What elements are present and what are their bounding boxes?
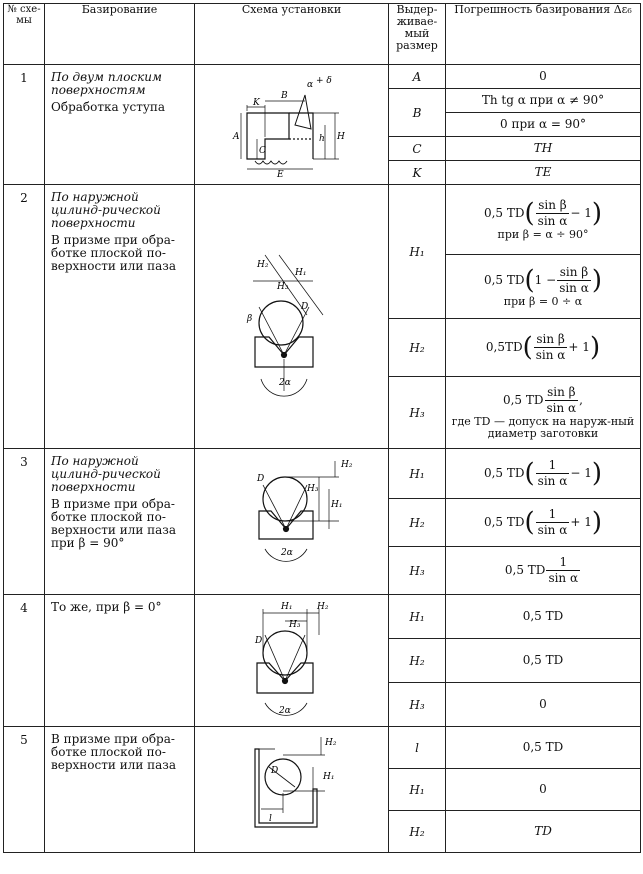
basing-cell xyxy=(45,449,195,595)
basing-roman: Обработка уступа xyxy=(51,100,166,114)
size-cell: C xyxy=(389,137,446,161)
scheme-cell xyxy=(195,595,389,727)
label-h1: H₁ xyxy=(323,772,335,782)
label-k: K xyxy=(253,98,260,108)
size-cell: H₂ xyxy=(389,319,446,377)
error-cell: 0,5 TD( $\frac{1}{\text{sin α}}$ + 1) xyxy=(446,499,641,547)
formula-op: − 1 xyxy=(570,206,592,220)
size-cell: H₂ xyxy=(389,811,446,853)
label-2alpha: 2α xyxy=(279,378,291,388)
table-row xyxy=(4,185,641,255)
label-h3: H₃ xyxy=(289,620,301,630)
header-row xyxy=(4,4,641,65)
formula-fraction xyxy=(536,458,570,489)
formula-tail: , xyxy=(579,393,583,407)
formula-fraction xyxy=(557,265,591,296)
numerator: 1 xyxy=(546,555,580,571)
step-machining-diagram xyxy=(195,65,389,185)
size-cell: H₃ xyxy=(389,377,446,449)
size-cell: H₁ xyxy=(389,449,446,499)
scheme-number: 2 xyxy=(4,185,45,449)
denominator: sin α xyxy=(537,523,568,537)
basing-roman: В призме при обра-ботке плоской по-верхности или паза при β = 90° xyxy=(51,497,176,550)
numerator: sin β xyxy=(545,385,579,401)
error-cell: 0 xyxy=(446,769,641,811)
label-a: A xyxy=(233,132,240,142)
basing-italic: По двум плоским поверхностям xyxy=(51,70,162,97)
table-row xyxy=(4,449,641,499)
denominator: sin α xyxy=(535,348,566,362)
label-h3: H₃ xyxy=(307,484,319,494)
error-cell: Th tg α при α ≠ 90° xyxy=(446,89,641,113)
size-cell: H₃ xyxy=(389,683,446,727)
label-h2: H₂ xyxy=(341,460,353,470)
formula-fraction xyxy=(536,198,570,229)
size-cell: H₃ xyxy=(389,547,446,595)
scheme-cell xyxy=(195,65,389,185)
numerator: sin β xyxy=(557,265,591,281)
side-prism-diagram xyxy=(195,727,389,853)
formula-prefix: 0,5 TD xyxy=(504,563,546,577)
size-cell: l xyxy=(389,727,446,769)
formula-fraction xyxy=(536,507,570,538)
header-error: Погрешность базирования Δε₆ xyxy=(446,4,641,65)
basing-italic: По наружной цилинд-рической поверхности xyxy=(51,454,161,494)
header-base: Базирование xyxy=(45,4,195,65)
size-cell: H₂ xyxy=(389,639,446,683)
label-h2: H₂ xyxy=(325,738,337,748)
size-cell: B xyxy=(389,89,446,137)
header-num: № схе-мы xyxy=(4,4,45,65)
table-row xyxy=(4,595,641,639)
label-h1: H₁ xyxy=(331,500,343,510)
scheme-number: 1 xyxy=(4,65,45,185)
prism-diagram-3 xyxy=(195,595,389,725)
scheme-number: 3 xyxy=(4,449,45,595)
size-cell: H₂ xyxy=(389,499,446,547)
formula-fraction xyxy=(546,555,580,586)
denominator: sin α xyxy=(537,214,568,228)
prism-diagram-2 xyxy=(195,449,389,594)
numerator: 1 xyxy=(536,458,570,474)
size-cell: K xyxy=(389,161,446,185)
basing-roman: В призме при обра-ботке плоской по-верхности или паза xyxy=(51,233,176,273)
label-h3: H₃ xyxy=(277,282,289,292)
formula-prefix: 0,5 TD xyxy=(483,515,525,529)
size-cell: A xyxy=(389,65,446,89)
basing-italic: По наружной цилинд-рической поверхности xyxy=(51,190,161,230)
size-cell: H₁ xyxy=(389,769,446,811)
numerator: 1 xyxy=(536,507,570,523)
error-cell: 0,5 TD( $\frac{1}{\text{sin α}}$ − 1) xyxy=(446,449,641,499)
formula-note: при β = α ÷ 90° xyxy=(497,228,589,241)
scheme-cell xyxy=(195,185,389,449)
label-d: D xyxy=(301,302,309,312)
formula-op: + 1 xyxy=(570,515,592,529)
header-scheme: Схема установки xyxy=(195,4,389,65)
basing-roman: То же, при β = 0° xyxy=(51,600,162,614)
error-cell xyxy=(446,377,641,449)
denominator: sin α xyxy=(559,281,589,295)
error-cell: TD xyxy=(446,811,641,853)
label-beta: β xyxy=(247,314,253,324)
formula-note: где TD — допуск на наруж-ный диаметр заготовки xyxy=(451,415,635,440)
error-cell: TE xyxy=(446,161,641,185)
error-cell: 0,5 TD xyxy=(446,639,641,683)
error-cell: 0,5 TD xyxy=(446,595,641,639)
prism-diagram-1 xyxy=(195,185,389,455)
label-h-small: h xyxy=(319,134,325,144)
basing-cell xyxy=(45,727,195,853)
denominator: sin α xyxy=(548,571,579,585)
label-d: D xyxy=(271,766,279,776)
formula-fraction xyxy=(534,332,568,363)
numerator: sin β xyxy=(534,332,568,348)
basing-cell xyxy=(45,185,195,449)
formula-note: при β = 0 ÷ α xyxy=(503,295,583,308)
formula-lead: 1 − xyxy=(534,273,557,287)
formula-prefix: 0,5TD xyxy=(485,340,523,354)
size-cell: H₁ xyxy=(389,185,446,319)
label-d: D xyxy=(257,474,265,484)
formula-op: + 1 xyxy=(568,340,590,354)
label-h1: H₁ xyxy=(281,602,293,612)
label-h2: H₂ xyxy=(257,260,269,270)
label-h1: H₁ xyxy=(295,268,307,278)
error-cell: 0 xyxy=(446,683,641,727)
error-cell: 0 xyxy=(446,65,641,89)
label-b: B xyxy=(281,91,288,101)
error-cell: 0,5 TD(1 − $\frac{\text{sin β}}{\text{sin α}}$ ) при β = 0 ÷ α xyxy=(446,255,641,319)
formula-prefix: 0,5 TD xyxy=(483,273,525,287)
table-row xyxy=(4,727,641,769)
header-size: Выдер-живае-мый размер xyxy=(389,4,446,65)
label-2alpha: 2α xyxy=(281,548,293,558)
formula-prefix: 0,5 TD xyxy=(483,206,525,220)
formula-prefix: 0,5 TD xyxy=(502,393,544,407)
label-d: D xyxy=(255,636,263,646)
error-cell: 0,5 TD xyxy=(446,727,641,769)
scheme-cell xyxy=(195,727,389,853)
denominator: sin α xyxy=(546,401,577,415)
basing-cell xyxy=(45,65,195,185)
label-h2: H₂ xyxy=(317,602,329,612)
scheme-number: 5 xyxy=(4,727,45,853)
error-cell: 0,5TD( $\frac{\text{sin β}}{\text{sin α}}$ + 1) xyxy=(446,319,641,377)
label-delta: + δ xyxy=(316,76,332,86)
error-cell: TH xyxy=(446,137,641,161)
label-alpha: α xyxy=(307,80,314,90)
basing-error-table xyxy=(3,3,641,853)
error-cell: 0 при α = 90° xyxy=(446,113,641,137)
label-l: l xyxy=(269,814,272,824)
size-cell: H₁ xyxy=(389,595,446,639)
formula-op: − 1 xyxy=(570,466,592,480)
label-h: H xyxy=(337,132,345,142)
scheme-cell xyxy=(195,449,389,595)
table-row xyxy=(4,65,641,89)
error-cell: 0,5 TD( $\frac{\text{sin β}}{\text{sin α}}$ − 1) при β = α ÷ 90° xyxy=(446,185,641,255)
denominator: sin α xyxy=(537,474,568,488)
label-e: E xyxy=(277,170,284,180)
error-cell xyxy=(446,547,641,595)
numerator: sin β xyxy=(536,198,570,214)
basing-cell xyxy=(45,595,195,727)
basing-roman: В призме при обра-ботке плоской по-верхности или паза xyxy=(51,732,176,772)
formula-fraction xyxy=(545,385,579,416)
label-c: C xyxy=(259,146,266,156)
formula-prefix: 0,5 TD xyxy=(483,466,525,480)
label-2alpha: 2α xyxy=(279,706,291,716)
scheme-number: 4 xyxy=(4,595,45,727)
